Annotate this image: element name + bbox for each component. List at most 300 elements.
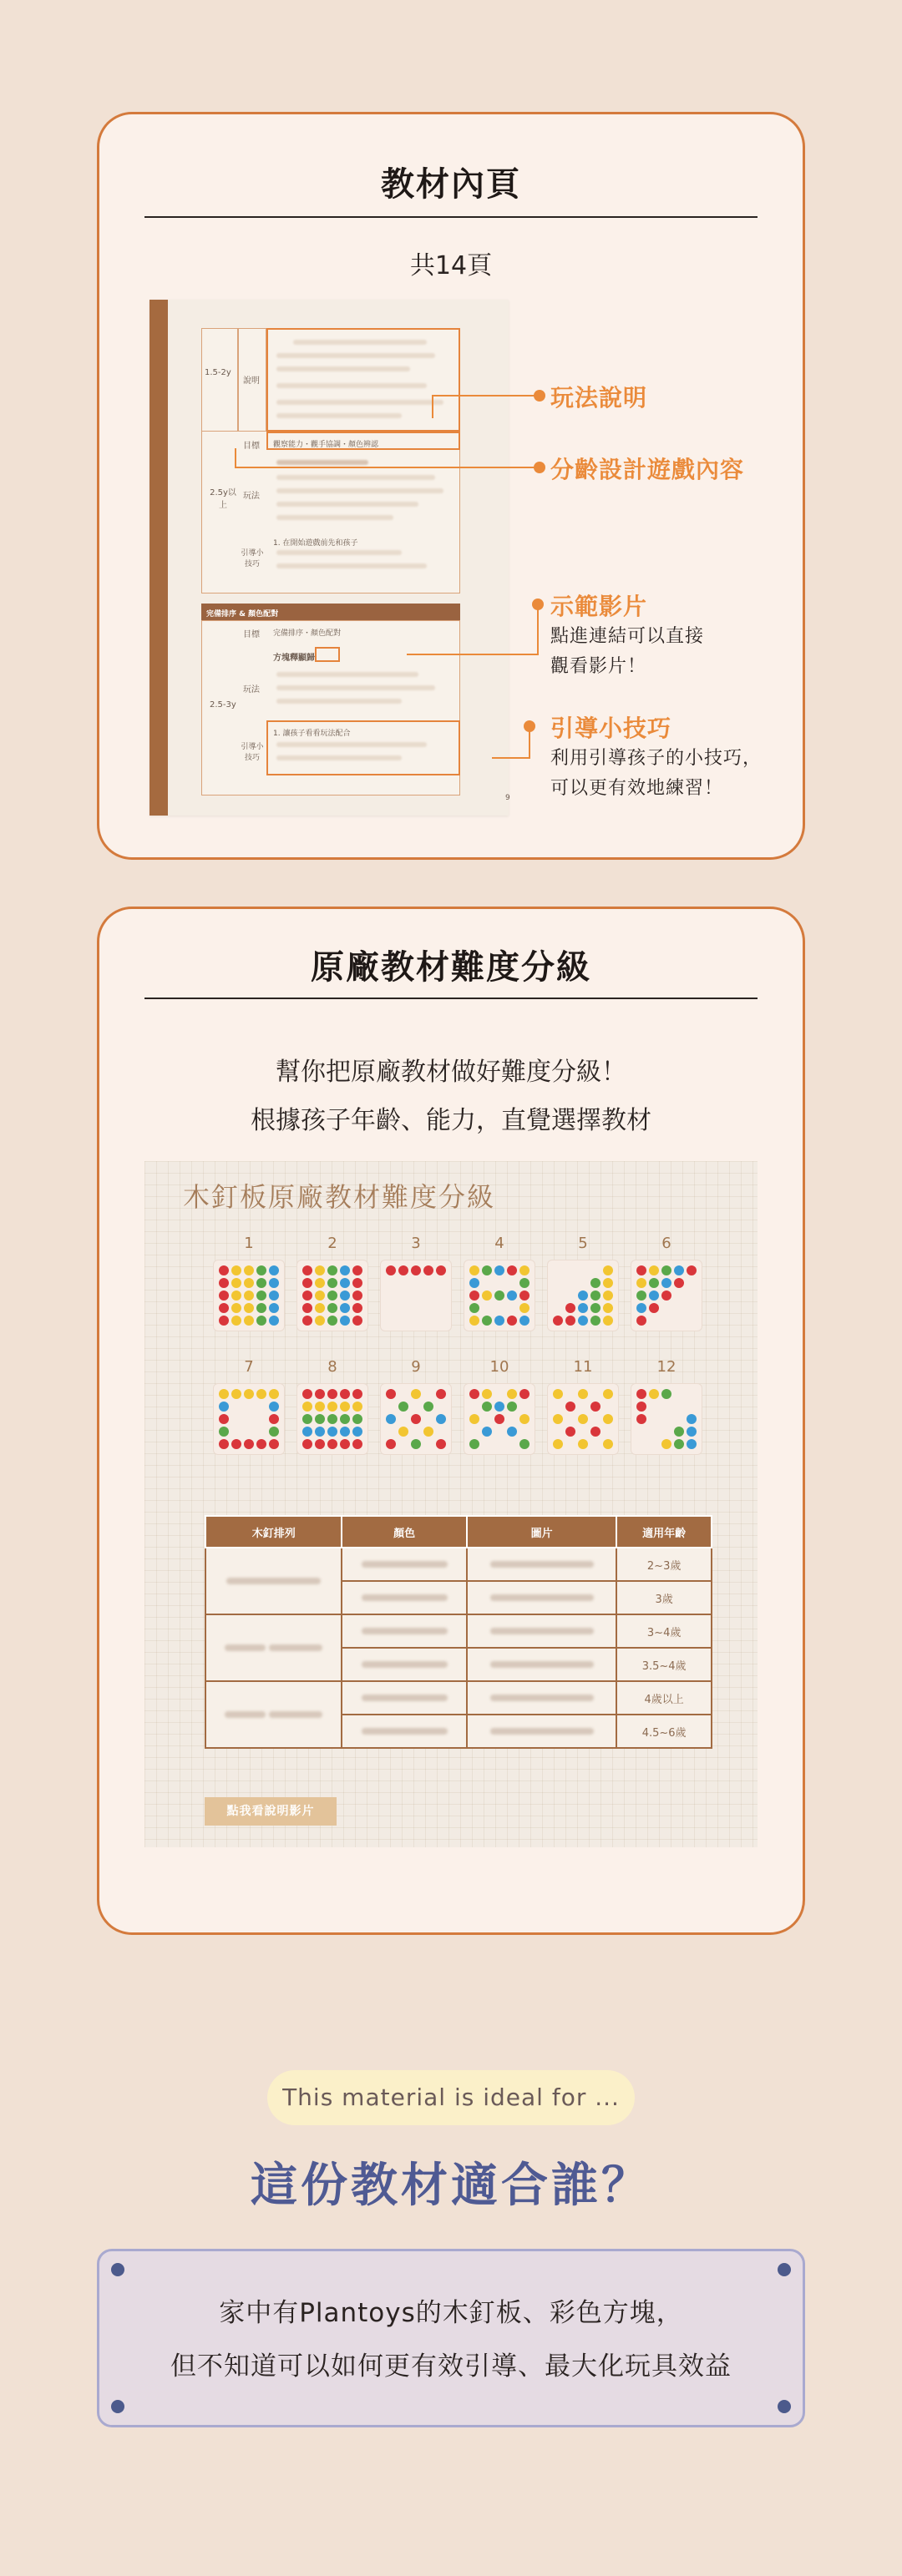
peg [327, 1389, 337, 1399]
peg [436, 1303, 446, 1313]
board-number: 10 [489, 1358, 509, 1376]
board-number: 11 [573, 1358, 593, 1376]
peg [482, 1439, 492, 1449]
preview-highlight-goal [266, 432, 460, 450]
peg [436, 1265, 446, 1275]
peg-board-8 [296, 1383, 368, 1455]
callout-line-h-4 [492, 757, 530, 759]
peg [578, 1291, 588, 1301]
grading-chart-image [144, 1161, 758, 1847]
peg [649, 1265, 659, 1275]
peg [482, 1316, 492, 1326]
board-number: 4 [494, 1235, 504, 1252]
peg [636, 1278, 646, 1288]
peg [231, 1291, 241, 1301]
peg [507, 1414, 517, 1424]
peg [687, 1414, 697, 1424]
table-row [205, 1681, 712, 1715]
peg [436, 1316, 446, 1326]
rivet-icon [111, 2400, 124, 2413]
peg [269, 1389, 279, 1399]
board-number: 9 [411, 1358, 421, 1376]
peg [302, 1291, 312, 1301]
peg [340, 1316, 350, 1326]
peg [636, 1414, 646, 1424]
peg [649, 1389, 659, 1399]
peg [340, 1414, 350, 1424]
peg [423, 1291, 433, 1301]
peg [590, 1316, 600, 1326]
peg [687, 1316, 697, 1326]
peg [352, 1278, 362, 1288]
board-number: 2 [327, 1235, 337, 1252]
peg-board-9 [380, 1383, 452, 1455]
peg [507, 1316, 517, 1326]
peg [411, 1414, 421, 1424]
peg [398, 1316, 408, 1326]
audience-box [97, 2249, 805, 2427]
peg [565, 1291, 575, 1301]
peg [661, 1402, 671, 1412]
title-divider [144, 998, 758, 999]
callout-dot-4 [524, 720, 535, 732]
peg [244, 1414, 254, 1424]
peg [352, 1389, 362, 1399]
peg [603, 1316, 613, 1326]
peg [507, 1389, 517, 1399]
callout-title-2: 分齡設計遊戲內容 [550, 456, 745, 483]
preview-section-bar: 完備排序 & 顏色配對 [201, 604, 460, 620]
peg [674, 1414, 684, 1424]
peg [340, 1278, 350, 1288]
peg [256, 1439, 266, 1449]
peg [578, 1414, 588, 1424]
peg [553, 1439, 563, 1449]
peg [519, 1439, 530, 1449]
peg [661, 1439, 671, 1449]
peg [386, 1427, 396, 1437]
peg [411, 1265, 421, 1275]
peg [519, 1291, 530, 1301]
peg [411, 1402, 421, 1412]
callout-line-v-3 [537, 604, 539, 655]
peg [244, 1303, 254, 1313]
peg [398, 1427, 408, 1437]
peg [302, 1278, 312, 1288]
peg [219, 1265, 229, 1275]
board-number: 6 [661, 1235, 671, 1252]
peg [603, 1427, 613, 1437]
peg [302, 1389, 312, 1399]
peg [553, 1414, 563, 1424]
table-header: 顏色 [342, 1516, 466, 1548]
peg [636, 1402, 646, 1412]
audience-line-2: 但不知道可以如何更有效引導、最大化玩具效益 [170, 2351, 732, 2382]
peg [269, 1414, 279, 1424]
peg [269, 1439, 279, 1449]
age-cell: 4歲以上 [616, 1681, 712, 1715]
board-number: 1 [244, 1235, 254, 1252]
peg [411, 1278, 421, 1288]
preview-label-goal-2: 目標 [243, 630, 260, 639]
peg [352, 1427, 362, 1437]
peg [674, 1265, 684, 1275]
peg [256, 1278, 266, 1288]
peg [469, 1439, 479, 1449]
peg [519, 1427, 530, 1437]
peg [482, 1291, 492, 1301]
callout-title-1: 玩法說明 [550, 384, 648, 412]
peg [565, 1439, 575, 1449]
peg [553, 1303, 563, 1313]
grading-table [205, 1515, 712, 1749]
callout-title-3: 示範影片 [550, 593, 648, 620]
peg [469, 1414, 479, 1424]
peg [398, 1291, 408, 1301]
preview-goal-text: 觀察能力・觀手協調・顏色辨認 [273, 441, 379, 449]
peg [340, 1291, 350, 1301]
peg [398, 1402, 408, 1412]
peg [386, 1389, 396, 1399]
peg [519, 1402, 530, 1412]
callout-dot-3 [532, 599, 544, 610]
peg [578, 1389, 588, 1399]
preview-label-goal: 目標 [243, 442, 260, 451]
peg [436, 1291, 446, 1301]
peg [398, 1389, 408, 1399]
audience-title: 這份教材適合誰？ [251, 2159, 651, 2213]
peg [219, 1291, 229, 1301]
peg [507, 1303, 517, 1313]
peg-board-2 [296, 1260, 368, 1331]
peg [674, 1402, 684, 1412]
callout-line-v-1 [432, 395, 433, 418]
peg [674, 1389, 684, 1399]
peg [649, 1427, 659, 1437]
peg [636, 1439, 646, 1449]
rivet-icon [778, 2400, 791, 2413]
peg [411, 1439, 421, 1449]
peg [507, 1427, 517, 1437]
pages-card [97, 112, 805, 860]
peg [578, 1427, 588, 1437]
peg [507, 1265, 517, 1275]
peg [219, 1402, 229, 1412]
peg [469, 1291, 479, 1301]
peg [352, 1291, 362, 1301]
peg [494, 1291, 504, 1301]
peg [256, 1402, 266, 1412]
peg [256, 1265, 266, 1275]
peg [327, 1439, 337, 1449]
peg [519, 1316, 530, 1326]
callout-line-h-2 [235, 467, 539, 468]
callout-dot-1 [534, 390, 545, 402]
peg [649, 1291, 659, 1301]
peg [269, 1291, 279, 1301]
peg [603, 1414, 613, 1424]
peg [590, 1389, 600, 1399]
peg-board-4 [464, 1260, 535, 1331]
peg [649, 1316, 659, 1326]
peg [231, 1402, 241, 1412]
peg [423, 1427, 433, 1437]
peg [674, 1427, 684, 1437]
peg [423, 1316, 433, 1326]
peg [352, 1402, 362, 1412]
peg [244, 1427, 254, 1437]
peg [340, 1427, 350, 1437]
peg [469, 1389, 479, 1399]
callout-dot-2 [534, 462, 545, 473]
peg [661, 1278, 671, 1288]
peg [315, 1265, 325, 1275]
peg [507, 1402, 517, 1412]
preview-label-play: 玩法 [243, 492, 260, 501]
peg [256, 1291, 266, 1301]
peg [578, 1303, 588, 1313]
peg [231, 1439, 241, 1449]
preview-video-link [315, 647, 340, 662]
peg [436, 1427, 446, 1437]
peg [398, 1439, 408, 1449]
peg [687, 1303, 697, 1313]
peg [423, 1439, 433, 1449]
preview-age-2: 2.5y以上 [210, 488, 236, 510]
peg [674, 1316, 684, 1326]
age-cell: 3歲 [616, 1581, 712, 1614]
peg-board-10 [464, 1383, 535, 1455]
callout-desc-4-line2: 可以更有效地練習！ [550, 778, 724, 799]
peg-board-1 [213, 1260, 285, 1331]
preview-guide-text-2: 1. 讓孩子看看玩法配合 [273, 730, 351, 738]
peg [565, 1316, 575, 1326]
peg [423, 1303, 433, 1313]
peg [386, 1402, 396, 1412]
peg [244, 1278, 254, 1288]
peg [315, 1414, 325, 1424]
peg [436, 1414, 446, 1424]
peg [244, 1439, 254, 1449]
peg [565, 1414, 575, 1424]
callout-desc-4-line1: 利用引導孩子的小技巧， [550, 748, 763, 769]
peg [219, 1427, 229, 1437]
peg [256, 1389, 266, 1399]
peg [482, 1389, 492, 1399]
peg [649, 1414, 659, 1424]
preview-age-3: 2.5-3y [210, 700, 236, 710]
peg [411, 1427, 421, 1437]
peg [386, 1303, 396, 1313]
callout-desc-3-line1: 點進連結可以直接 [550, 626, 705, 647]
peg [302, 1303, 312, 1313]
peg [687, 1439, 697, 1449]
preview-page-number: 9 [505, 794, 510, 802]
peg [578, 1278, 588, 1288]
peg [315, 1278, 325, 1288]
peg [578, 1265, 588, 1275]
peg [386, 1278, 396, 1288]
peg [231, 1265, 241, 1275]
callout-desc-3-line2: 觀看影片！ [550, 656, 647, 677]
peg [423, 1402, 433, 1412]
title-divider [144, 216, 758, 218]
peg [590, 1291, 600, 1301]
peg [302, 1427, 312, 1437]
peg [553, 1389, 563, 1399]
preview-guide-text: 1. 在開始遊戲前先和孩子 [273, 539, 358, 548]
peg [352, 1303, 362, 1313]
peg [674, 1278, 684, 1288]
peg [231, 1427, 241, 1437]
preview-goal-text-2: 完備排序・顏色配對 [273, 629, 342, 638]
peg [661, 1414, 671, 1424]
peg [411, 1291, 421, 1301]
peg [386, 1439, 396, 1449]
table-row [205, 1614, 712, 1648]
peg [494, 1303, 504, 1313]
grading-chart-title: 木釘板原廠教材難度分級 [183, 1181, 496, 1213]
peg [494, 1278, 504, 1288]
peg [469, 1278, 479, 1288]
peg [661, 1303, 671, 1313]
card-title: 教材內頁 [381, 165, 521, 204]
peg [302, 1414, 312, 1424]
peg [340, 1389, 350, 1399]
peg [244, 1402, 254, 1412]
peg [231, 1316, 241, 1326]
peg [603, 1439, 613, 1449]
peg [327, 1316, 337, 1326]
peg [687, 1291, 697, 1301]
peg [636, 1291, 646, 1301]
peg [519, 1278, 530, 1288]
peg [565, 1278, 575, 1288]
peg [436, 1278, 446, 1288]
peg [411, 1316, 421, 1326]
peg [636, 1389, 646, 1399]
peg [565, 1265, 575, 1275]
peg [603, 1389, 613, 1399]
callout-line-v-2 [235, 448, 236, 468]
peg [469, 1316, 479, 1326]
peg [352, 1414, 362, 1424]
peg [411, 1389, 421, 1399]
peg [352, 1439, 362, 1449]
ideal-for-pill: This material is ideal for ... [267, 2070, 635, 2125]
peg [256, 1303, 266, 1313]
peg [327, 1291, 337, 1301]
peg [352, 1265, 362, 1275]
peg [553, 1316, 563, 1326]
peg [661, 1389, 671, 1399]
peg [482, 1402, 492, 1412]
audience-line-1: 家中有Plantoys的木釘板、彩色方塊， [219, 2298, 683, 2328]
peg [553, 1291, 563, 1301]
peg [244, 1291, 254, 1301]
peg [578, 1316, 588, 1326]
peg [494, 1439, 504, 1449]
peg [315, 1389, 325, 1399]
peg-board-12 [631, 1383, 702, 1455]
board-number: 12 [656, 1358, 676, 1376]
peg-board-7 [213, 1383, 285, 1455]
peg [269, 1402, 279, 1412]
peg [603, 1278, 613, 1288]
peg [256, 1316, 266, 1326]
peg [687, 1427, 697, 1437]
peg [386, 1414, 396, 1424]
preview-label-guide: 引導小技巧 [241, 549, 264, 568]
age-cell: 3.5~4歲 [616, 1648, 712, 1681]
peg [482, 1265, 492, 1275]
peg [423, 1414, 433, 1424]
peg [219, 1316, 229, 1326]
peg [327, 1278, 337, 1288]
peg [649, 1278, 659, 1288]
peg [386, 1265, 396, 1275]
peg [687, 1278, 697, 1288]
peg [553, 1278, 563, 1288]
peg [244, 1316, 254, 1326]
peg [603, 1291, 613, 1301]
peg [398, 1414, 408, 1424]
age-cell: 4.5~6歲 [616, 1715, 712, 1748]
board-number: 7 [244, 1358, 254, 1376]
peg [315, 1439, 325, 1449]
preview-play-text-2: 方塊釋顯歸 [273, 654, 315, 663]
board-number: 8 [327, 1358, 337, 1376]
peg [661, 1291, 671, 1301]
peg [386, 1291, 396, 1301]
peg [327, 1303, 337, 1313]
peg [219, 1303, 229, 1313]
page-preview-image [149, 300, 509, 816]
table-row [205, 1548, 712, 1581]
peg [565, 1427, 575, 1437]
age-cell: 3~4歲 [616, 1614, 712, 1648]
callout-line-h-3 [407, 654, 539, 655]
peg [327, 1265, 337, 1275]
peg [494, 1316, 504, 1326]
peg [590, 1414, 600, 1424]
peg [302, 1439, 312, 1449]
peg [507, 1278, 517, 1288]
watch-video-button[interactable]: 點我看說明影片 [205, 1797, 337, 1826]
peg [469, 1402, 479, 1412]
peg [494, 1402, 504, 1412]
peg [636, 1303, 646, 1313]
peg [590, 1265, 600, 1275]
peg [674, 1303, 684, 1313]
peg [661, 1265, 671, 1275]
subtitle-line-1: 幫你把原廠教材做好難度分級！ [276, 1058, 626, 1087]
peg [649, 1402, 659, 1412]
peg [269, 1316, 279, 1326]
peg [256, 1427, 266, 1437]
peg [507, 1291, 517, 1301]
peg [565, 1402, 575, 1412]
peg [386, 1316, 396, 1326]
peg [423, 1265, 433, 1275]
peg [578, 1439, 588, 1449]
peg [315, 1291, 325, 1301]
callout-line-h-1 [432, 395, 539, 397]
peg [661, 1316, 671, 1326]
peg [219, 1439, 229, 1449]
peg [219, 1389, 229, 1399]
peg [340, 1402, 350, 1412]
